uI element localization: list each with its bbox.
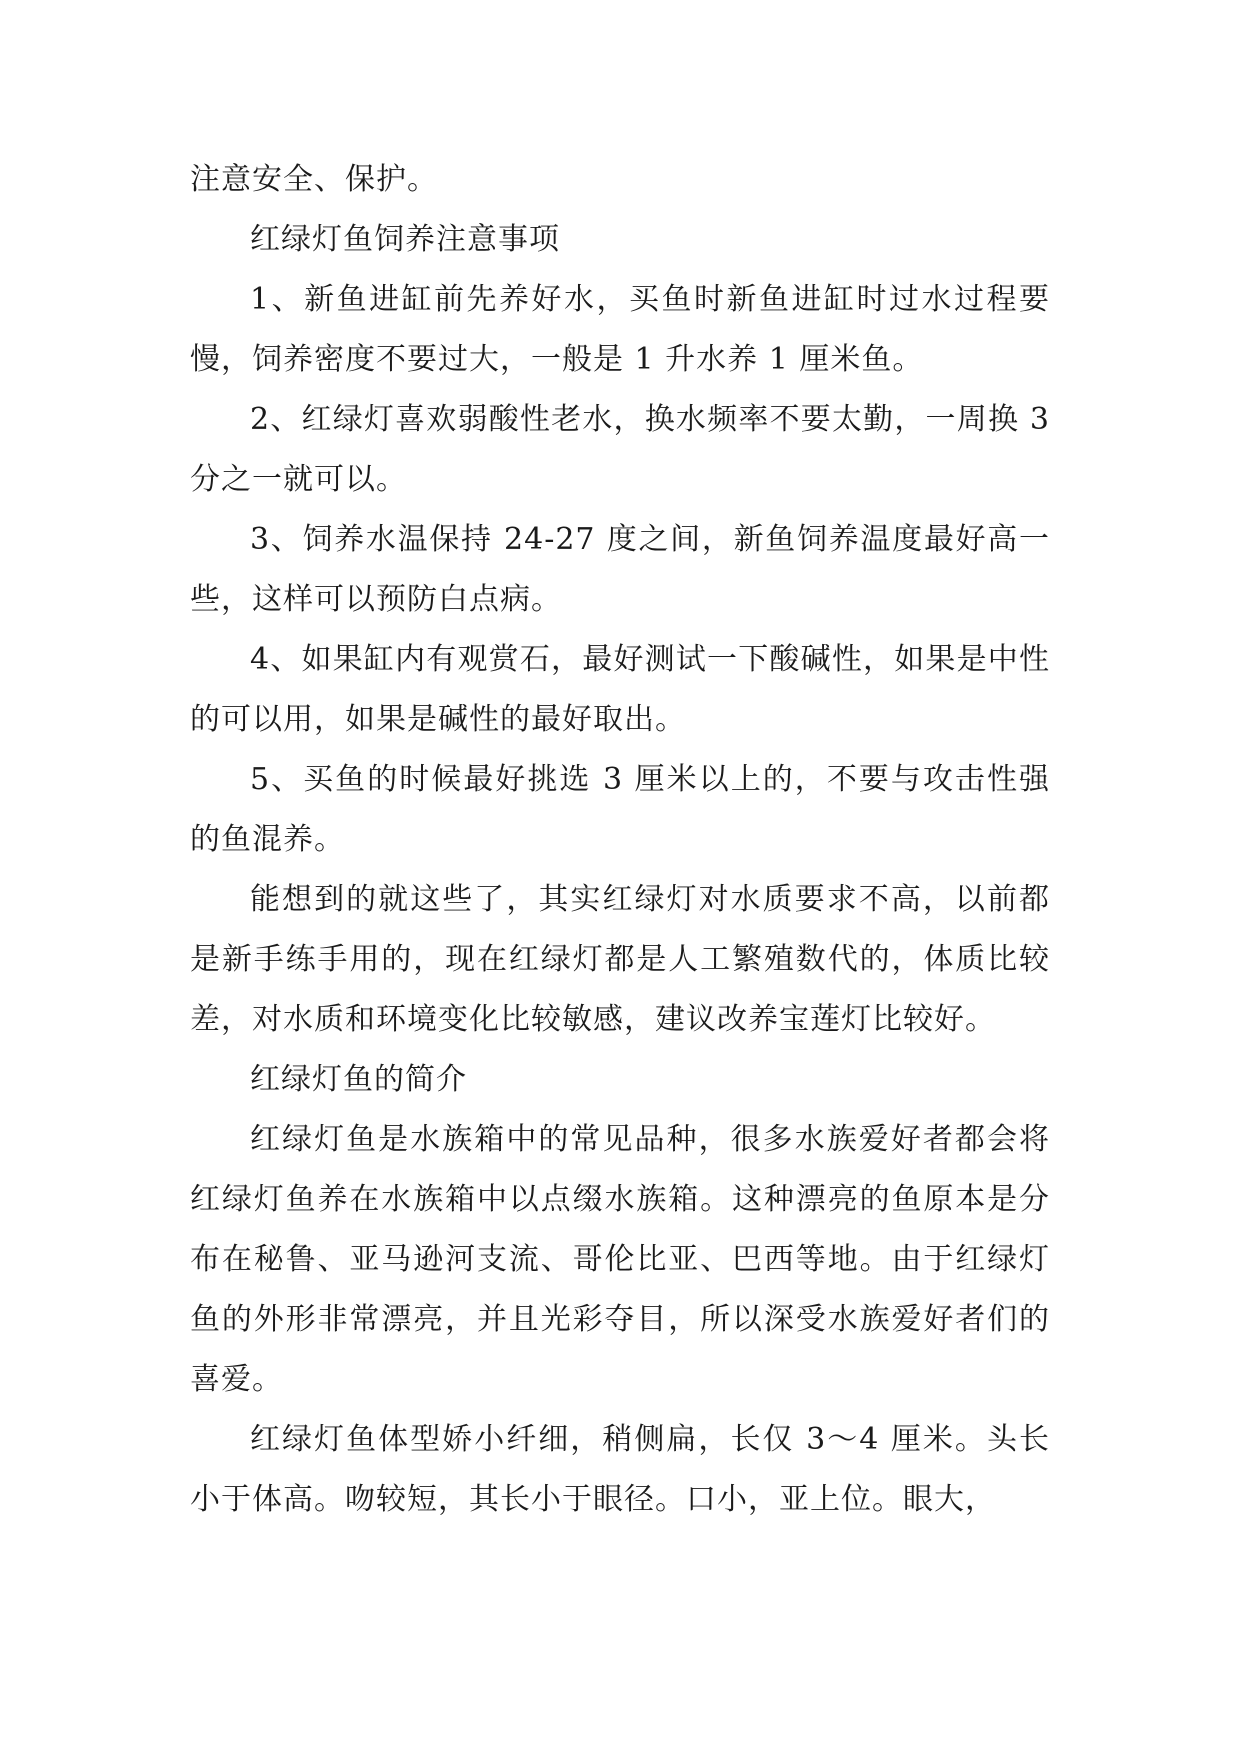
paragraph-introduction: 红绿灯鱼是水族箱中的常见品种，很多水族爱好者都会将红绿灯鱼养在水族箱中以点缀水族箱。这种漂亮的鱼原本是分布在秘鲁、亚马逊河支流、哥伦比亚、巴西等地。由于红绿灯鱼的外形非常漂亮，并且光彩夺目，所以深受水族爱好者们的喜爱。: [190, 1122, 1050, 1397]
paragraph-summary: 能想到的就这些了，其实红绿灯对水质要求不高，以前都是新手练手用的，现在红绿灯都是人工繁殖数代的，体质比较差，对水质和环境变化比较敏感，建议改养宝莲灯比较好。: [190, 882, 1050, 1037]
document-page: [190, 150, 1050, 1530]
section-heading-introduction: 红绿灯鱼的简介: [250, 1062, 467, 1097]
paragraph-item-1: 1、新鱼进缸前先养好水，买鱼时新鱼进缸时过水过程要慢，饲养密度不要过大，一般是 1 升水养 1 厘米鱼。: [190, 282, 1050, 377]
section-heading-care-notes: 红绿灯鱼饲养注意事项: [250, 222, 560, 257]
paragraph-item-5: 5、买鱼的时候最好挑选 3 厘米以上的，不要与攻击性强的鱼混养。: [190, 762, 1050, 857]
paragraph-body-description: 红绿灯鱼体型娇小纤细，稍侧扁，长仅 3～4 厘米。头长小于体高。吻较短，其长小于眼径。口小，亚上位。眼大，: [190, 1422, 1050, 1517]
paragraph-item-2: 2、红绿灯喜欢弱酸性老水，换水频率不要太勤，一周换 3 分之一就可以。: [190, 402, 1050, 497]
paragraph-continuation: 注意安全、保护。: [190, 162, 438, 197]
paragraph-item-4: 4、如果缸内有观赏石，最好测试一下酸碱性，如果是中性的可以用，如果是碱性的最好取出。: [190, 642, 1050, 737]
paragraph-item-3: 3、饲养水温保持 24-27 度之间，新鱼饲养温度最好高一些，这样可以预防白点病。: [190, 522, 1050, 617]
